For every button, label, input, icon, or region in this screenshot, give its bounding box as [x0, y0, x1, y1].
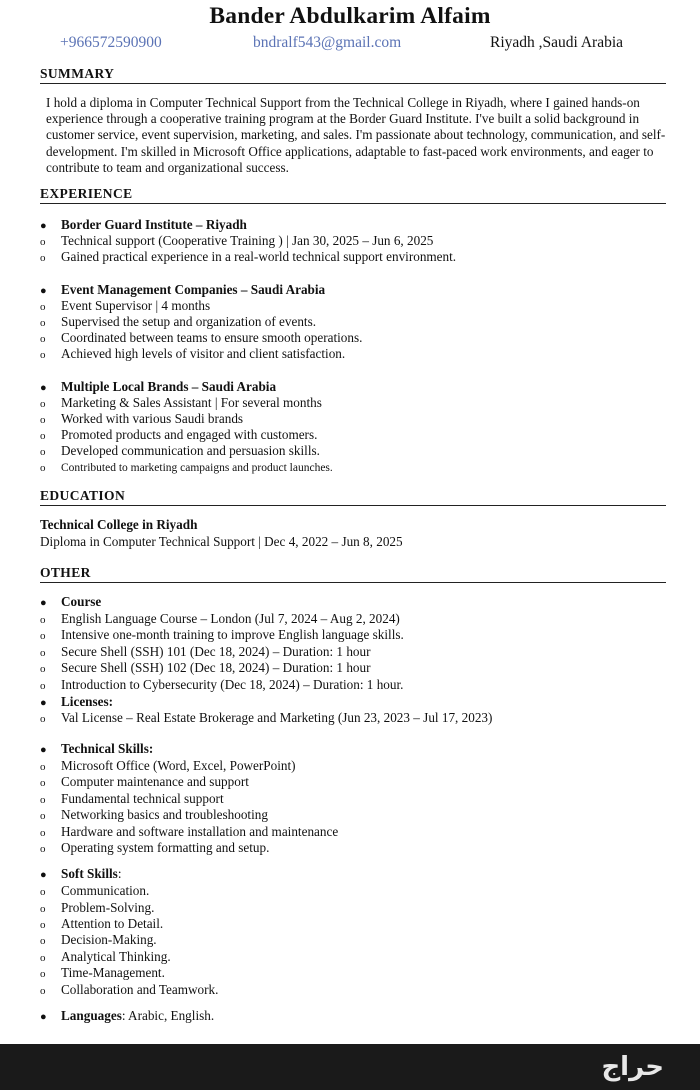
phone-number[interactable]: +966572590900 [60, 34, 162, 51]
bullet-open-icon: o [40, 614, 46, 626]
bullet-open-icon: o [40, 301, 46, 313]
list-item: o Event Supervisor | 4 months [40, 298, 211, 313]
bullet-open-icon: o [40, 903, 46, 915]
bullet-open-icon: o [40, 236, 46, 248]
bullet-filled-icon: ● [40, 744, 47, 756]
list-item: o Analytical Thinking. [40, 949, 171, 964]
list-item: o Intensive one-month training to improve English language skills. [40, 627, 404, 642]
list-item: o Technical support (Cooperative Training ) | Jan 30, 2025 – Jun 6, 2025 [40, 233, 434, 248]
list-item: o Fundamental technical support [40, 791, 224, 806]
languages-line: ● Languages: Arabic, English. [40, 1008, 215, 1023]
bullet-open-icon: o [40, 630, 46, 642]
course-heading: ● Course [40, 594, 102, 609]
job-heading: ● Event Management Companies – Saudi Arabia [40, 282, 326, 297]
bullet-filled-icon: ● [40, 382, 47, 394]
summary-text: I hold a diploma in Computer Technical Support from the Technical College in Riyadh, where I gained hands-on experience through a cooperative training program at the Border Guard Institute. I've built a solid background in customer service, event supervision, marketing, and sales. I'm passionate about technology, communication, and self-development. I'm skilled in Microsoft Office applications, adaptable to fast-paced work environments, and eager to contribute to team and organizational success. [46, 95, 666, 175]
job-heading: ● Border Guard Institute – Riyadh [40, 217, 247, 232]
list-item: o Marketing & Sales Assistant | For several months [40, 395, 322, 410]
bullet-open-icon: o [40, 761, 46, 773]
bullet-open-icon: o [40, 414, 46, 426]
bullet-filled-icon: ● [40, 869, 47, 881]
location-text: Riyadh ,Saudi Arabia [490, 34, 624, 51]
bullet-open-icon: o [40, 446, 46, 458]
email-link[interactable]: bndralf543@gmail.com [253, 34, 402, 51]
list-item: o Gained practical experience in a real-world technical support environment. [40, 249, 457, 264]
list-item: o Operating system formatting and setup. [40, 840, 270, 855]
bullet-open-icon: o [40, 333, 46, 345]
summary-heading: SUMMARY [40, 66, 666, 84]
bullet-open-icon: o [40, 647, 46, 659]
bullet-open-icon: o [40, 777, 46, 789]
job-heading: ● Multiple Local Brands – Saudi Arabia [40, 379, 277, 394]
footer-bar [0, 1044, 700, 1090]
list-item: o Networking basics and troubleshooting [40, 807, 268, 822]
list-item: o Secure Shell (SSH) 102 (Dec 18, 2024) – Duration: 1 hour [40, 660, 371, 675]
bullet-open-icon: o [40, 827, 46, 839]
bullet-filled-icon: ● [40, 1011, 47, 1023]
list-item: o English Language Course – London (Jul 7, 2024 – Aug 2, 2024) [40, 611, 400, 626]
list-item: o Computer maintenance and support [40, 774, 249, 789]
technical-skills-heading: ● Technical Skills: [40, 741, 154, 756]
watermark-logo: حراج [601, 1052, 664, 1082]
list-item: o Decision-Making. [40, 932, 157, 947]
bullet-open-icon: o [40, 680, 46, 692]
list-item: o Achieved high levels of visitor and client satisfaction. [40, 346, 346, 361]
bullet-open-icon: o [40, 252, 46, 264]
bullet-filled-icon: ● [40, 697, 47, 709]
bullet-open-icon: o [40, 919, 46, 931]
school-name: Technical College in Riyadh [40, 517, 198, 532]
bullet-open-icon: o [40, 843, 46, 855]
bullet-open-icon: o [40, 713, 46, 725]
candidate-name: Bander Abdulkarim Alfaim [209, 3, 491, 29]
list-item: o Supervised the setup and organization of events. [40, 314, 317, 329]
bullet-open-icon: o [40, 462, 46, 474]
licenses-heading: ● Licenses: [40, 694, 114, 709]
soft-skills-heading: ● Soft Skills: [40, 866, 122, 881]
list-item: o Communication. [40, 883, 150, 898]
list-item: o Time-Management. [40, 965, 165, 980]
list-item: o Contributed to marketing campaigns and product launches. [40, 462, 333, 474]
bullet-filled-icon: ● [40, 285, 47, 297]
list-item: o Collaboration and Teamwork. [40, 982, 219, 997]
bullet-open-icon: o [40, 985, 46, 997]
list-item: o Promoted products and engaged with customers. [40, 427, 318, 442]
bullet-open-icon: o [40, 663, 46, 675]
list-item: o Attention to Detail. [40, 916, 164, 931]
bullet-open-icon: o [40, 317, 46, 329]
education-heading: EDUCATION [40, 488, 666, 506]
bullet-open-icon: o [40, 952, 46, 964]
bullet-filled-icon: ● [40, 597, 47, 609]
bullet-open-icon: o [40, 935, 46, 947]
bullet-filled-icon: ● [40, 220, 47, 232]
bullet-open-icon: o [40, 349, 46, 361]
list-item: o Introduction to Cybersecurity (Dec 18, 2024) – Duration: 1 hour. [40, 677, 404, 692]
list-item: o Problem-Solving. [40, 900, 155, 915]
list-item: o Worked with various Saudi brands [40, 411, 244, 426]
bullet-open-icon: o [40, 886, 46, 898]
bullet-open-icon: o [40, 968, 46, 980]
list-item: o Secure Shell (SSH) 101 (Dec 18, 2024) – Duration: 1 hour [40, 644, 371, 659]
bullet-open-icon: o [40, 794, 46, 806]
list-item: o Val License – Real Estate Brokerage and Marketing (Jun 23, 2023 – Jul 17, 2023) [40, 710, 493, 725]
bullet-open-icon: o [40, 430, 46, 442]
experience-heading: EXPERIENCE [40, 186, 666, 204]
bullet-open-icon: o [40, 398, 46, 410]
bullet-open-icon: o [40, 810, 46, 822]
list-item: o Hardware and software installation and maintenance [40, 824, 339, 839]
list-item: o Coordinated between teams to ensure smooth operations. [40, 330, 363, 345]
other-heading: OTHER [40, 565, 666, 583]
list-item: o Developed communication and persuasion skills. [40, 443, 320, 458]
list-item: o Microsoft Office (Word, Excel, PowerPoint) [40, 758, 296, 773]
education-detail: Diploma in Computer Technical Support | Dec 4, 2022 – Jun 8, 2025 [40, 534, 403, 549]
